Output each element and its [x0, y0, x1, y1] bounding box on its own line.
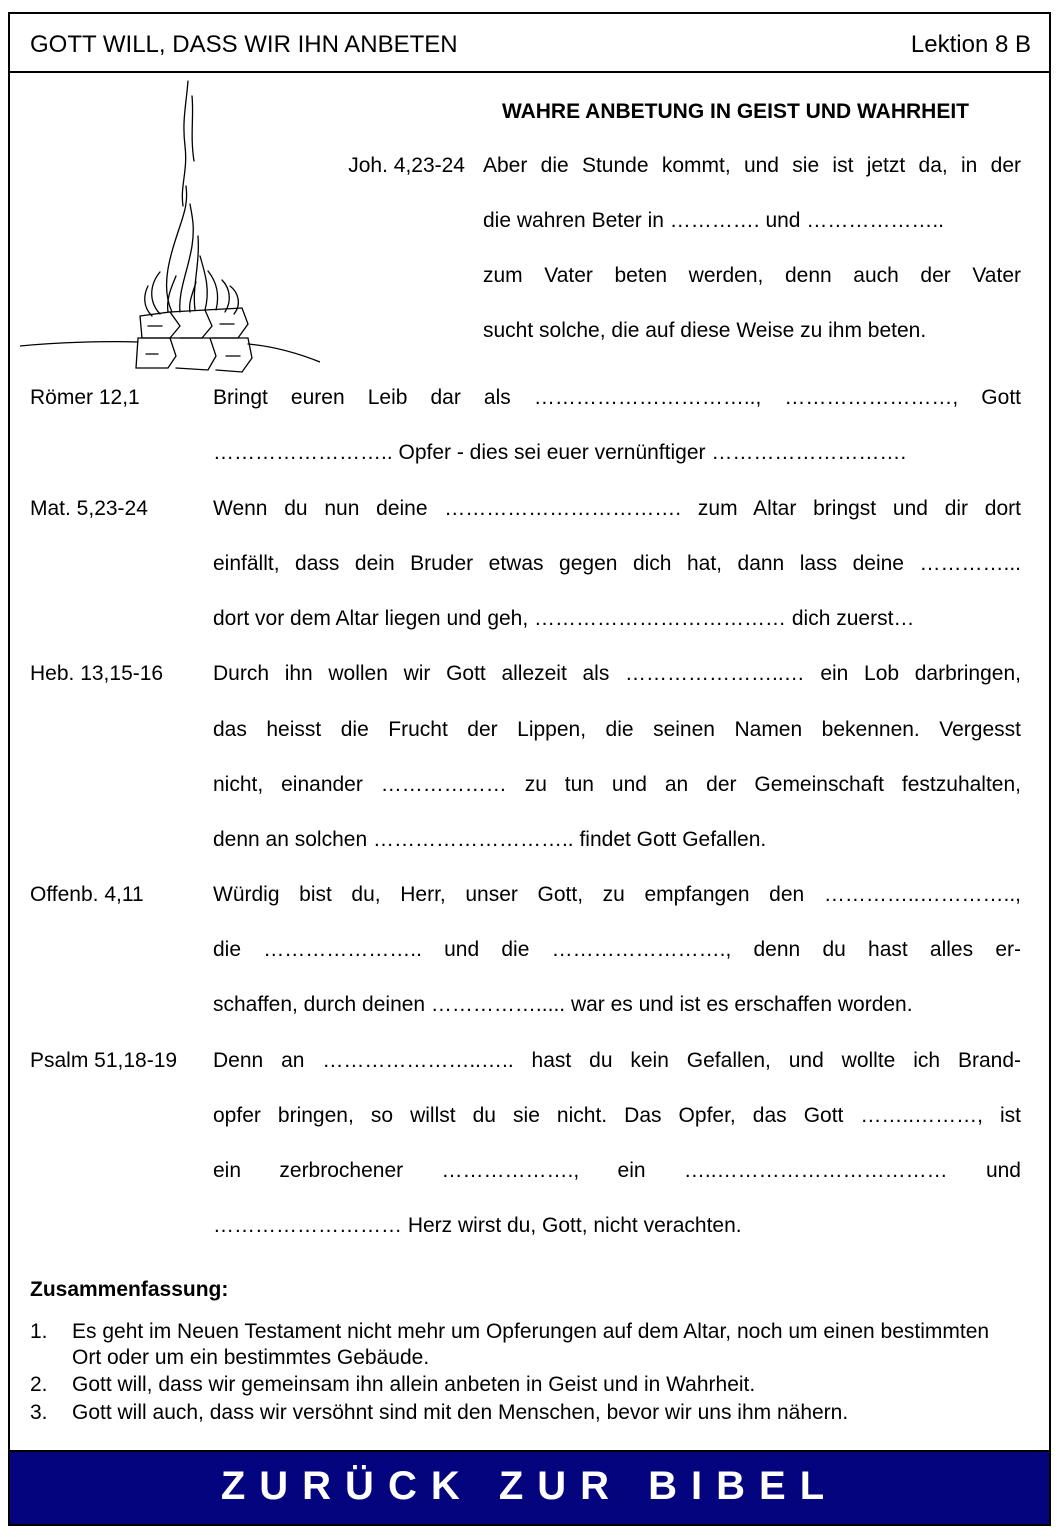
- summary-item-number: 2.: [30, 1373, 48, 1396]
- summary-item-number: 3.: [30, 1401, 48, 1424]
- summary-item-text: Es geht im Neuen Testament nicht mehr um Opferungen auf dem Altar, noch um einen bestimmten Ort oder um ein bestimmtes Gebäude.: [72, 1320, 990, 1369]
- page-title: GOTT WILL, DASS WIR IHN ANBETEN: [30, 31, 458, 58]
- verse-line: Durch ihn wollen wir Gott allezeit als …………………..… ein Lob darbringen,: [213, 662, 1021, 685]
- summary-item-text: Gott will auch, dass wir versöhnt sind mit den Menschen, bevor wir uns ihm nähern.: [72, 1401, 849, 1424]
- verse-line: nicht, einander ……………… zu tun und an der Gemeinschaft festzuhalten,: [213, 773, 1021, 796]
- verse-line: zum Vater beten werden, denn auch der Vater: [483, 264, 1021, 287]
- verse-line: ……………………… Herz wirst du, Gott, nicht verachten.: [213, 1214, 742, 1237]
- verse-reference: Offenb. 4,11: [30, 883, 144, 906]
- verse-line: dort vor dem Altar liegen und geh, ……………………………… dich zuerst…: [213, 607, 915, 630]
- footer-text: ZURÜCK ZUR BIBEL: [220, 1464, 839, 1508]
- verse-reference: Mat. 5,23-24: [30, 497, 148, 520]
- verse-line: einfällt, dass dein Bruder etwas gegen dich hat, dann lass deine …………...: [213, 552, 1021, 575]
- verse-line: die wahren Beter in …………. und ………………..: [483, 209, 944, 232]
- section-title: WAHRE ANBETUNG IN GEIST UND WAHRHEIT: [501, 100, 969, 123]
- header: [10, 14, 1049, 73]
- lesson-label: Lektion 8 B: [910, 31, 1031, 58]
- verse-line: opfer bringen, so willst du sie nicht. Das Opfer, das Gott ……..………, ist: [213, 1104, 1021, 1127]
- verse-line: Bringt euren Leib dar als ………………………….., ……………………, Gott: [213, 386, 1021, 409]
- verse-line: Denn an …………………..….. hast du kein Gefallen, und wollte ich Brand-: [213, 1049, 1021, 1072]
- footer-banner: [10, 1450, 1049, 1524]
- verse-line: sucht solche, die auf diese Weise zu ihm beten.: [483, 319, 927, 342]
- worksheet-frame: [8, 12, 1051, 1526]
- verse-line: schaffen, durch deinen ……………..... war es und ist es erschaffen worden.: [213, 993, 913, 1016]
- verse-line: Würdig bist du, Herr, unser Gott, zu empfangen den …………..…………..,: [213, 883, 1021, 906]
- summary-title: Zusammenfassung:: [30, 1278, 229, 1301]
- verse-reference: Joh. 4,23-24: [348, 154, 465, 177]
- verse-reference: Psalm 51,18-19: [30, 1049, 178, 1072]
- verse-line: Aber die Stunde kommt, und sie ist jetzt da, in der: [483, 154, 1021, 177]
- summary-item-text: Gott will, dass wir gemeinsam ihn allein anbeten in Geist und in Wahrheit.: [72, 1373, 756, 1396]
- verse-line: denn an solchen ……………………….. findet Gott Gefallen.: [213, 828, 767, 851]
- verse-line: Wenn du nun deine ……………………………. zum Altar bringst und dir dort: [213, 497, 1021, 520]
- summary-item-number: 1.: [30, 1320, 48, 1343]
- verse-line: das heisst die Frucht der Lippen, die seinen Namen bekennen. Vergesst: [213, 718, 1021, 741]
- verse-reference: Heb. 13,15-16: [30, 662, 164, 685]
- verse-line: …………………….. Opfer - dies sei euer vernünftiger ……………………….: [213, 441, 907, 464]
- verse-line: die ………………….. und die ……………………., denn du hast alles er-: [213, 938, 1021, 961]
- verse-line: ein zerbrochener ………………., ein …..…………………………… und: [213, 1159, 1021, 1182]
- verse-reference: Römer 12,1: [30, 386, 140, 409]
